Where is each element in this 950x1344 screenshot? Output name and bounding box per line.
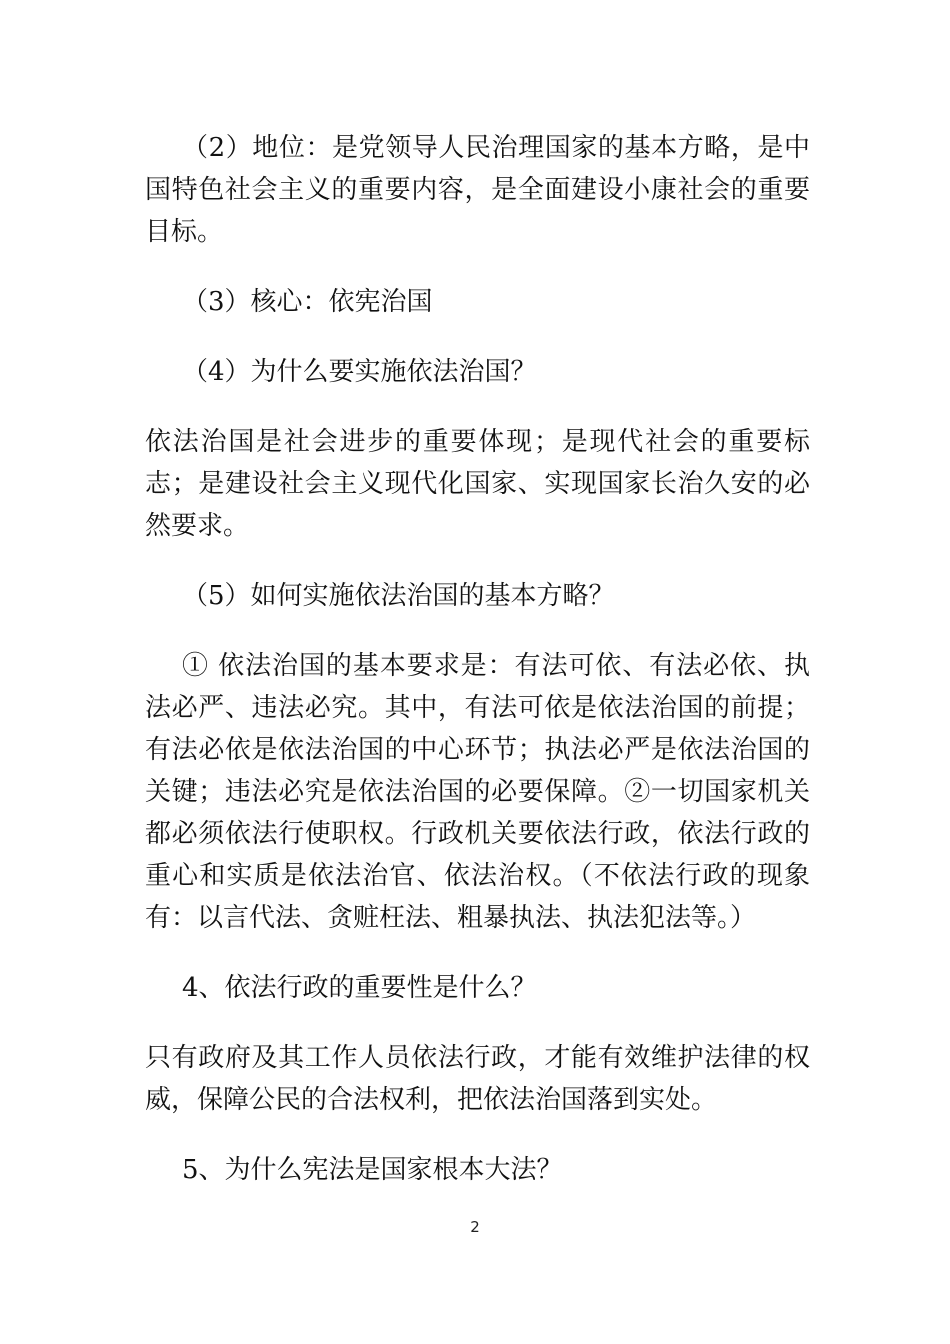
paragraph-status: （2）地位：是党领导人民治理国家的基本方略，是中国特色社会主义的重要内容，是全面建设小康社会的重要目标。 xyxy=(145,133,810,247)
paragraph-why-answer: 依法治国是社会进步的重要体现；是现代社会的重要标志；是建设社会主义现代化国家、实现国家长治久安的必然要求。 xyxy=(145,427,810,541)
paragraph-question-4: 4、依法行政的重要性是什么？ xyxy=(182,973,537,1003)
paragraph-question-5: 5、为什么宪法是国家根本大法？ xyxy=(182,1155,563,1185)
paragraph-how-answer: ① 依法治国的基本要求是：有法可依、有法必依、执法必严、违法必究。其中，有法可依是依法治国的前提；有法必依是依法治国的中心环节；执法必严是依法治国的关键；违法必究是依法治国的必要保障。②一切国家机关都必须依法行使职权。行政机关要依法行政，依法行政的重心和实质是依法治官、依法治权。（不依法行政的现象有：以言代法、贪赃枉法、粗暴执法、执法犯法等。） xyxy=(145,651,810,933)
page-number: 2 xyxy=(470,1218,480,1236)
paragraph-core: （3）核心：依宪治国 xyxy=(182,287,433,317)
paragraph-why-question: （4）为什么要实施依法治国？ xyxy=(182,357,537,387)
paragraph-how-question: （5）如何实施依法治国的基本方略？ xyxy=(182,581,615,611)
document-body xyxy=(145,127,810,1191)
paragraph-answer-4: 只有政府及其工作人员依法行政，才能有效维护法律的权威，保障公民的合法权利，把依法治国落到实处。 xyxy=(145,1043,810,1115)
